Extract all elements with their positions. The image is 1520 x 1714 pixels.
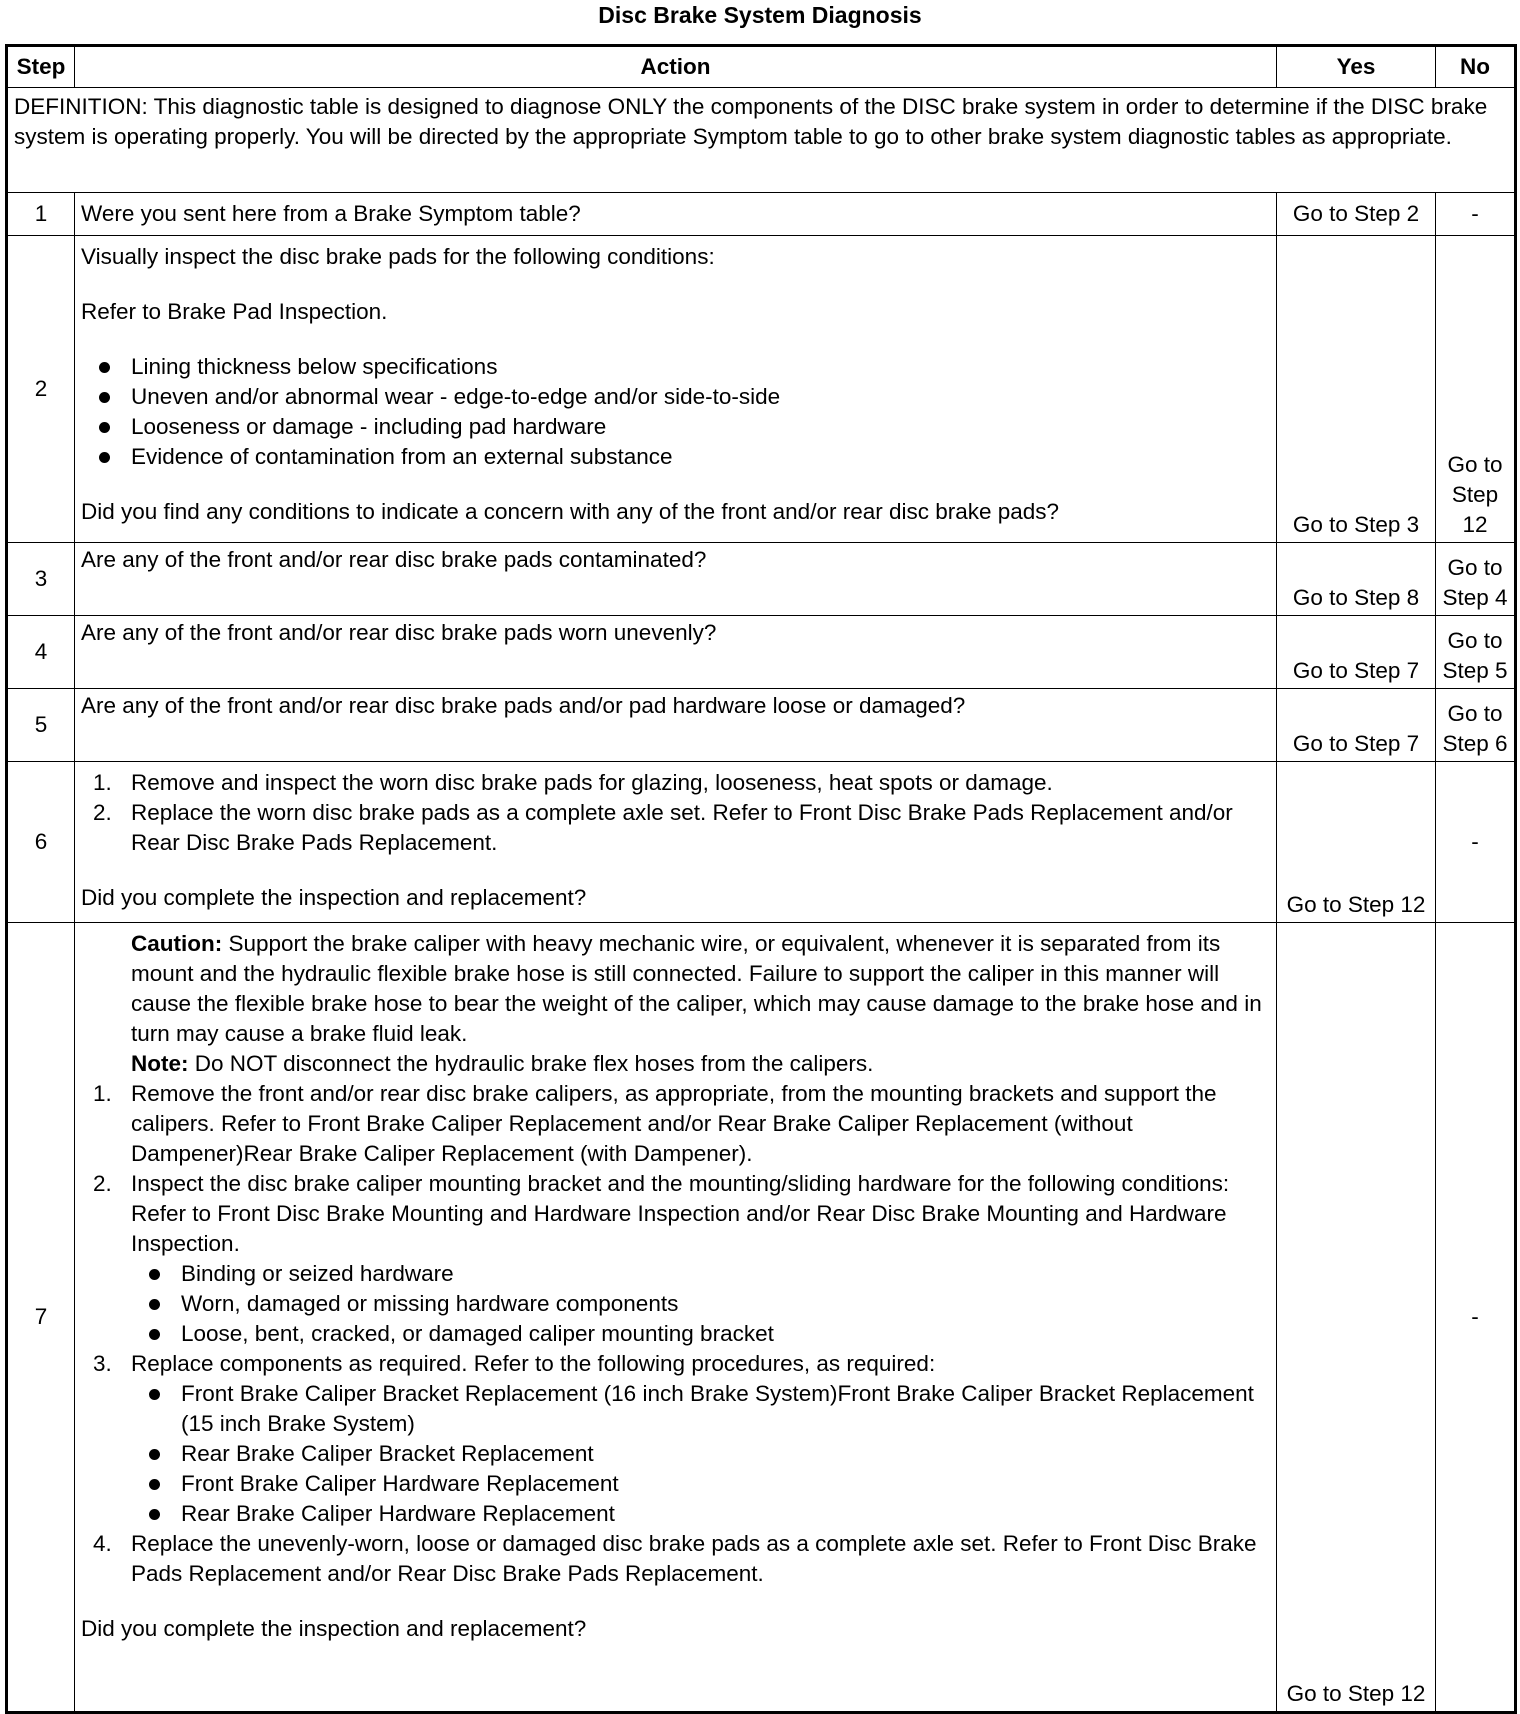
table-row	[7, 689, 1516, 762]
no-link: -	[1436, 762, 1516, 923]
step-number: 6	[7, 762, 75, 923]
list-item: Uneven and/or abnormal wear - edge-to-edge and/or side-to-side	[81, 382, 1270, 412]
steps-list	[81, 1529, 1270, 1589]
definition-row	[7, 88, 1516, 193]
table-row	[7, 762, 1516, 923]
definition-text: DEFINITION: This diagnostic table is designed to diagnose ONLY the components of the DISC brake system in order to determine if the DISC brake system is operating properly. You will be directed by the appropriate Symptom table to go to other brake system diagnostic tables as appropriate.	[7, 88, 1516, 193]
list-item	[81, 1169, 1270, 1259]
step-number: 3	[7, 543, 75, 616]
list-item	[81, 1349, 1270, 1379]
item-text: Replace the unevenly-worn, loose or damaged disc brake pads as a complete axle set. Refer to Front Disc Brake Pads Replacement and/or Rear Disc Brake Pads Replacement.	[131, 1531, 1257, 1586]
steps-list	[81, 1349, 1270, 1379]
note-text: Do NOT disconnect the hydraulic brake flex hoses from the calipers.	[188, 1051, 874, 1076]
yes-link[interactable]: Go to Step 12	[1277, 762, 1436, 923]
action-cell	[75, 923, 1277, 1713]
header-action: Action	[75, 46, 1277, 88]
yes-link[interactable]: Go to Step 7	[1277, 616, 1436, 689]
list-item	[81, 798, 1270, 858]
item-number: 1.	[93, 770, 112, 795]
list-item: Looseness or damage - including pad hardware	[81, 412, 1270, 442]
item-number: 3.	[93, 1351, 112, 1376]
list-item: Lining thickness below specifications	[81, 352, 1270, 382]
list-item: Front Brake Caliper Bracket Replacement (16 inch Brake System)Front Brake Caliper Bracket Replacement (15 inch Brake System)	[81, 1379, 1270, 1439]
yes-link[interactable]: Go to Step 2	[1277, 193, 1436, 236]
list-item: Front Brake Caliper Hardware Replacement	[81, 1469, 1270, 1499]
action-refer[interactable]: Refer to Brake Pad Inspection.	[81, 299, 388, 324]
action-text: Are any of the front and/or rear disc brake pads and/or pad hardware loose or damaged?	[75, 689, 1277, 762]
action-question: Did you find any conditions to indicate a concern with any of the front and/or rear disc brake pads?	[81, 499, 1060, 524]
list-item: Rear Brake Caliper Hardware Replacement	[81, 1499, 1270, 1529]
caution-note	[81, 929, 1270, 1049]
item-text: Remove the front and/or rear disc brake calipers, as appropriate, from the mounting brackets and support the calipers. Refer to Front Brake Caliper Replacement and/or Rear Brake Caliper Replacement (without Dampener)Rear Brake Caliper Replacement (with Dampener).	[131, 1081, 1217, 1166]
step-number: 4	[7, 616, 75, 689]
diagnosis-table	[5, 44, 1517, 1714]
no-link[interactable]: Go to Step 6	[1436, 689, 1516, 762]
list-item: Worn, damaged or missing hardware components	[81, 1289, 1270, 1319]
item-text: Inspect the disc brake caliper mounting bracket and the mounting/sliding hardware for the following conditions:	[131, 1171, 1230, 1196]
list-item	[81, 768, 1270, 798]
steps-list	[81, 1079, 1270, 1259]
header-no: No	[1436, 46, 1516, 88]
item-refer: Refer to Front Disc Brake Mounting and Hardware Inspection and/or Rear Disc Brake Mounting and Hardware Inspection.	[131, 1201, 1227, 1256]
no-link: -	[1436, 193, 1516, 236]
item-number: 4.	[93, 1531, 112, 1556]
item-text: Remove and inspect the worn disc brake pads for glazing, looseness, heat spots or damage.	[131, 770, 1053, 795]
list-item	[81, 1079, 1270, 1169]
no-link: -	[1436, 923, 1516, 1713]
no-link[interactable]: Go to Step 12	[1436, 236, 1516, 543]
note	[81, 1049, 1270, 1079]
table-row	[7, 923, 1516, 1713]
yes-link[interactable]: Go to Step 8	[1277, 543, 1436, 616]
step-number: 2	[7, 236, 75, 543]
page-title: Disc Brake System Diagnosis	[598, 2, 922, 28]
item-number: 2.	[93, 800, 112, 825]
no-link[interactable]: Go to Step 4	[1436, 543, 1516, 616]
header-step: Step	[7, 46, 75, 88]
header-row	[7, 46, 1516, 88]
action-cell	[75, 236, 1277, 543]
table-row	[7, 616, 1516, 689]
no-link[interactable]: Go to Step 5	[1436, 616, 1516, 689]
bullet-list	[81, 1259, 1270, 1349]
list-item: Loose, bent, cracked, or damaged caliper mounting bracket	[81, 1319, 1270, 1349]
list-item	[81, 1529, 1270, 1589]
action-question: Did you complete the inspection and replacement?	[81, 885, 587, 910]
action-question: Did you complete the inspection and replacement?	[81, 1616, 587, 1641]
caution-label: Caution:	[131, 931, 223, 956]
yes-link[interactable]: Go to Step 3	[1277, 236, 1436, 543]
action-intro: Visually inspect the disc brake pads for the following conditions:	[81, 244, 715, 269]
note-label: Note:	[131, 1051, 189, 1076]
table-row	[7, 193, 1516, 236]
bullet-list	[81, 1379, 1270, 1529]
yes-link[interactable]: Go to Step 12	[1277, 923, 1436, 1713]
caution-text: Support the brake caliper with heavy mechanic wire, or equivalent, whenever it is separated from its mount and the hydraulic flexible brake hose is still connected. Failure to support the caliper in this manner will cause the flexible brake hose to bear the weight of the caliper, which may cause damage to the brake hose and in turn may cause a brake fluid leak.	[131, 931, 1262, 1046]
yes-link[interactable]: Go to Step 7	[1277, 689, 1436, 762]
steps-list	[81, 768, 1270, 858]
item-text: Replace the worn disc brake pads as a complete axle set. Refer to Front Disc Brake Pads Replacement and/or Rear Disc Brake Pads Replacement.	[131, 800, 1233, 855]
step-number: 5	[7, 689, 75, 762]
step-number: 7	[7, 923, 75, 1713]
item-number: 2.	[93, 1171, 112, 1196]
list-item: Evidence of contamination from an external substance	[81, 442, 1270, 472]
item-number: 1.	[93, 1081, 112, 1106]
list-item: Rear Brake Caliper Bracket Replacement	[81, 1439, 1270, 1469]
header-yes: Yes	[1277, 46, 1436, 88]
conditions-list	[81, 352, 1270, 472]
table-row	[7, 543, 1516, 616]
list-item: Binding or seized hardware	[81, 1259, 1270, 1289]
step-number: 1	[7, 193, 75, 236]
action-text: Were you sent here from a Brake Symptom table?	[75, 193, 1277, 236]
action-cell	[75, 762, 1277, 923]
table-row	[7, 236, 1516, 543]
action-text: Are any of the front and/or rear disc brake pads worn unevenly?	[75, 616, 1277, 689]
item-text: Replace components as required. Refer to the following procedures, as required:	[131, 1351, 936, 1376]
action-text: Are any of the front and/or rear disc brake pads contaminated?	[75, 543, 1277, 616]
